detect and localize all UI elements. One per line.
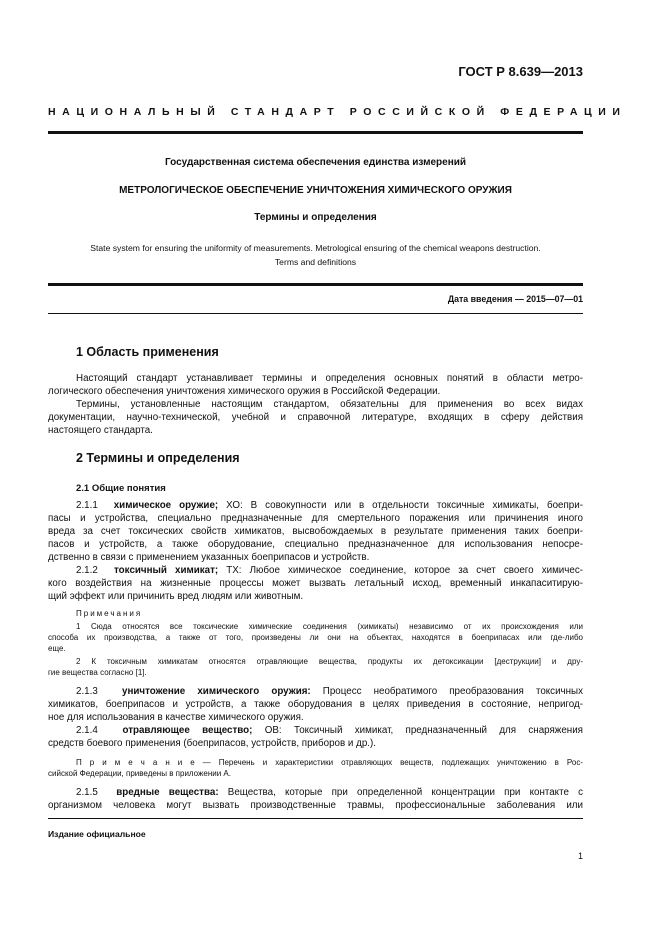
title-divider [48, 283, 583, 286]
paragraph-line: Термины, установленные настоящим стандартом, обязательны для применения во всех видах [76, 399, 583, 410]
system-title: Государственная система обеспечения единства измерений [164, 157, 467, 168]
paragraph-line: настоящего стандарта. [48, 425, 153, 436]
paragraph-line: химикатов, боеприпасов и устройств, а также оборудования в целях приведения в состояние, непригод- [48, 699, 583, 710]
national-standard-banner: НАЦИОНАЛЬНЫЙ СТАНДАРТ РОССИЙСКОЙ ФЕДЕРАЦИИ [48, 106, 627, 118]
paragraph-line: дственно в связи с применением указанных боеприпасов и устройств. [48, 552, 370, 563]
note-line: П р и м е ч а н и е — Перечень и характеристики отравляющих веществ, подлежащих уничтожению в Рос- [76, 758, 583, 767]
term-2-1-1 [76, 500, 583, 513]
paragraph-line: пасы и устройства, специально предназначенные для смертельного поражения или причинения иного [48, 513, 583, 524]
paragraph-line: средств боевого применения (боеприпасов, устройств, приборов и др.). [48, 738, 376, 749]
term-name: химическое оружие; [113, 500, 219, 511]
english-title-line: Terms and definitions [274, 257, 357, 267]
paragraph-line: щий эффект или причинить вред людям или животным. [48, 591, 304, 602]
main-title: МЕТРОЛОГИЧЕСКОЕ ОБЕСПЕЧЕНИЕ УНИЧТОЖЕНИЯ ХИМИЧЕСКОГО ОРУЖИЯ [119, 185, 512, 196]
english-title [48, 241, 583, 269]
header-divider [48, 131, 583, 134]
term-2-1-3 [76, 686, 583, 699]
paragraph-line: логического обеспечения уничтожения химического оружия в Российской Федерации. [48, 386, 441, 397]
term-definition: ТХ: Любое химическое соединение, которое за счет своего химичес- [218, 565, 583, 576]
term-number: 2.1.5 [76, 787, 98, 798]
note-line: способа их производства, а также от того, произведены ли они на объектах, находятся в боеприпасах или где-либо [48, 633, 583, 642]
footer-divider [48, 818, 583, 819]
term-definition: Вещества, которые при определенной концентрации при контакте с [218, 787, 583, 798]
term-definition: Процесс необратимого преобразования токсичных [310, 686, 583, 697]
note-line: гие вещества согласно [1]. [48, 668, 147, 677]
standard-code: ГОСТ Р 8.639—2013 [458, 64, 583, 79]
date-divider [48, 313, 583, 314]
section-1-heading: 1 Область применения [76, 345, 219, 359]
note-line: еще. [48, 644, 66, 653]
term-number: 2.1.3 [76, 686, 98, 697]
english-title-line: State system for ensuring the uniformity of measurements. Metrological ensuring of the chemical weapons destruction. [90, 243, 541, 253]
term-name: вредные вещества: [116, 787, 219, 798]
introduction-date: Дата введения — 2015—07—01 [447, 294, 583, 304]
paragraph-line: кого воздействия на жизненные процессы может вызвать летальный исход, временный инкапаситирую- [48, 578, 583, 589]
page-number: 1 [577, 851, 583, 861]
term-name: отравляющее вещество; [122, 725, 253, 736]
paragraph-line: вреда за счет токсических свойств химикатов, высвобождаемых в результате применения таких боепри- [48, 526, 583, 537]
section-2-heading: 2 Термины и определения [76, 451, 240, 465]
note-line: сийской Федерации, приведены в приложении А. [48, 769, 231, 778]
term-2-1-4 [76, 725, 583, 738]
term-2-1-5 [76, 787, 583, 800]
notes-heading: Примечания [76, 609, 143, 618]
subtitle: Термины и определения [254, 212, 377, 223]
paragraph-line: Настоящий стандарт устанавливает термины и определения основных понятий в области метро- [76, 373, 583, 384]
term-number: 2.1.1 [76, 500, 98, 511]
paragraph-line: документации, научно-технической, учебной и справочной литературе, входящих в сферу действия [48, 412, 583, 423]
note-line: 1 Сюда относятся все токсические химические соединения (химикаты) независимо от их происхождения или [76, 622, 583, 631]
term-number: 2.1.2 [76, 565, 98, 576]
term-name: токсичный химикат; [114, 565, 219, 576]
paragraph-line: пасов и устройств, а также оборудование, специально предназначенное для использования непосре- [48, 539, 583, 550]
term-definition: ХО: В совокупности или в отдельности токсичные химикаты, боепри- [218, 500, 583, 511]
official-edition-label: Издание официальное [48, 829, 146, 839]
paragraph-line: ное для использования в качестве химического оружия. [48, 712, 304, 723]
term-number: 2.1.4 [76, 725, 98, 736]
term-definition: ОВ: Токсичный химикат, предназначенный для снаряжения [252, 725, 583, 736]
paragraph-line: организмом человека могут вызвать производственные травмы, профессиональные заболевания или [48, 800, 583, 811]
subsection-heading: 2.1 Общие понятия [76, 483, 166, 494]
term-name: уничтожение химического оружия: [122, 686, 311, 697]
term-2-1-2 [76, 565, 583, 578]
note-line: 2 К токсичным химикатам относятся отравляющие вещества, продукты их детоксикации [деструкции] и дру- [76, 657, 583, 666]
